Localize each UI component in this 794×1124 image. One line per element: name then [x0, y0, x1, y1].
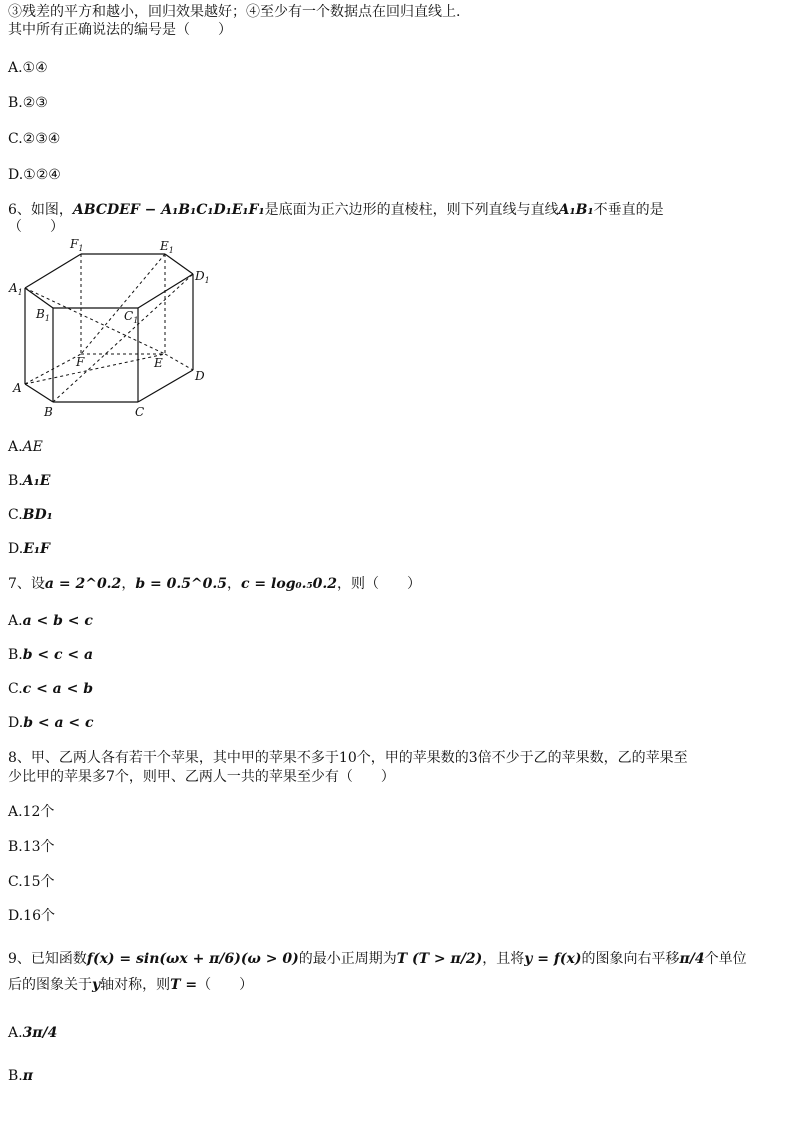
label-d1: $D_1$	[195, 269, 210, 285]
q8-option-b[interactable]: B.13个	[8, 839, 55, 855]
q5-option-c[interactable]: C.②③④	[8, 131, 61, 147]
label-c1: $C_1$	[124, 309, 139, 325]
label-b1: $B_1$	[36, 307, 50, 323]
q7-b-def: b = 0.5^0.5	[135, 576, 228, 592]
q6-option-c-value: BD₁	[22, 507, 53, 523]
q9-line2a: 后的图象关于	[8, 977, 92, 993]
q6-suffix: 不垂直的是	[593, 202, 664, 218]
q7-option-b-value: b < c < a	[22, 647, 94, 663]
label-d: D	[195, 369, 205, 383]
label-b: B	[44, 405, 53, 418]
q9-option-b-value: π	[22, 1068, 33, 1084]
q6-stem	[8, 201, 664, 219]
q6-prefix: 6、如图，	[8, 202, 73, 218]
q8-option-c[interactable]: C.15个	[8, 874, 55, 890]
q9-stem-line2	[8, 976, 253, 994]
q7-prefix: 7、设	[8, 576, 45, 592]
q9-axis: y	[92, 977, 101, 993]
q7-option-d-value: b < a < c	[23, 715, 94, 731]
q9-line2b: 轴对称，则	[100, 977, 171, 993]
label-a: A	[13, 381, 22, 395]
q7-c-def: c = log₀.₅0.2	[241, 576, 337, 592]
q9-option-a-letter: A.	[8, 1025, 23, 1041]
q6-option-c[interactable]	[8, 505, 53, 525]
q8-stem-line1: 8、甲、乙两人各有若干个苹果，其中甲的苹果不多于10个，甲的苹果数的3倍不少于乙的苹果数，乙的苹果至	[8, 750, 688, 766]
q9-function: f(x) = sin(ωx + π/6)(ω > 0)	[86, 951, 299, 967]
q8-option-a[interactable]: A.12个	[8, 804, 55, 820]
label-c: C	[135, 405, 145, 418]
q8-option-d[interactable]: D.16个	[8, 908, 55, 924]
q9-t: T =	[170, 977, 198, 993]
q6-option-a-letter: A.	[8, 439, 23, 455]
q6-option-b[interactable]	[8, 471, 50, 491]
q9-option-a[interactable]	[8, 1018, 57, 1048]
q9-period: T (T > π/2)	[396, 951, 483, 967]
q7-option-d[interactable]	[8, 713, 94, 733]
q6-option-a[interactable]	[8, 437, 43, 457]
q7-option-a[interactable]	[8, 611, 93, 631]
q5-statement-continued: ③残差的平方和越小，回归效果越好；④至少有一个数据点在回归直线上.	[8, 4, 461, 20]
q6-option-d[interactable]	[8, 539, 50, 559]
q7-option-d-letter: D.	[8, 715, 24, 731]
q6-option-b-value: A₁E	[22, 473, 51, 489]
q7-option-c-value: c < a < b	[22, 681, 94, 697]
label-f1: $F_1$	[70, 237, 84, 253]
q9-mid4: 个单位	[704, 951, 747, 967]
q7-option-a-value: a < b < c	[22, 613, 93, 629]
q5-option-b[interactable]: B.②③	[8, 95, 48, 111]
q9-line2c: （ ）	[197, 977, 254, 993]
q6-middle: 是底面为正六边形的直棱柱，则下列直线与直线	[264, 202, 559, 218]
label-e1: $E_1$	[160, 239, 174, 255]
q9-shift: π/4	[679, 951, 705, 967]
q9-option-b[interactable]	[8, 1066, 33, 1086]
q9-mid2: ，且将	[482, 951, 525, 967]
q6-option-a-value: AE	[22, 439, 43, 455]
q7-option-b-letter: B.	[8, 647, 23, 663]
q7-stem: 7、设a = 2^0.2，b = 0.5^0.5，c = log₀.₅0.2，则（ ）	[8, 576, 421, 592]
q6-option-d-letter: D.	[8, 541, 24, 557]
q9-mid1: 的最小正周期为	[298, 951, 397, 967]
q6-prism: ABCDEF − A₁B₁C₁D₁E₁F₁	[72, 202, 265, 218]
q9-stem-line1	[8, 944, 747, 974]
q5-option-a[interactable]: A.①④	[8, 60, 48, 76]
hexagonal-prism-figure	[8, 236, 213, 418]
q9-option-a-value: 3π/4	[22, 1025, 58, 1041]
q9-option-b-letter: B.	[8, 1068, 23, 1084]
q9-y-eq: y = f(x)	[524, 951, 582, 967]
q7-option-b[interactable]	[8, 645, 93, 665]
q7-option-a-letter: A.	[8, 613, 23, 629]
q7-suffix: ，则（ ）	[336, 576, 421, 592]
q5-option-d[interactable]: D.①②④	[8, 167, 61, 183]
label-a1: $A_1$	[9, 281, 23, 297]
q6-line: A₁B₁	[558, 202, 594, 218]
q9-mid3: 的图象向右平移	[581, 951, 680, 967]
q5-question-stem: 其中所有正确说法的编号是（ ）	[8, 22, 232, 38]
q6-option-d-value: E₁F	[23, 541, 50, 557]
q7-option-c[interactable]	[8, 679, 93, 699]
q9-prefix: 9、已知函数	[8, 951, 87, 967]
q7-option-c-letter: C.	[8, 681, 23, 697]
label-f: F	[76, 355, 85, 369]
q7-a-def: a = 2^0.2	[44, 576, 122, 592]
q6-option-b-letter: B.	[8, 473, 23, 489]
q8-stem-line2: 少比甲的苹果多7个，则甲、乙两人一共的苹果至少有（ ）	[8, 769, 395, 785]
q6-stem-paren: （ ）	[8, 219, 64, 235]
q6-option-c-letter: C.	[8, 507, 23, 523]
label-e: E	[154, 356, 163, 370]
